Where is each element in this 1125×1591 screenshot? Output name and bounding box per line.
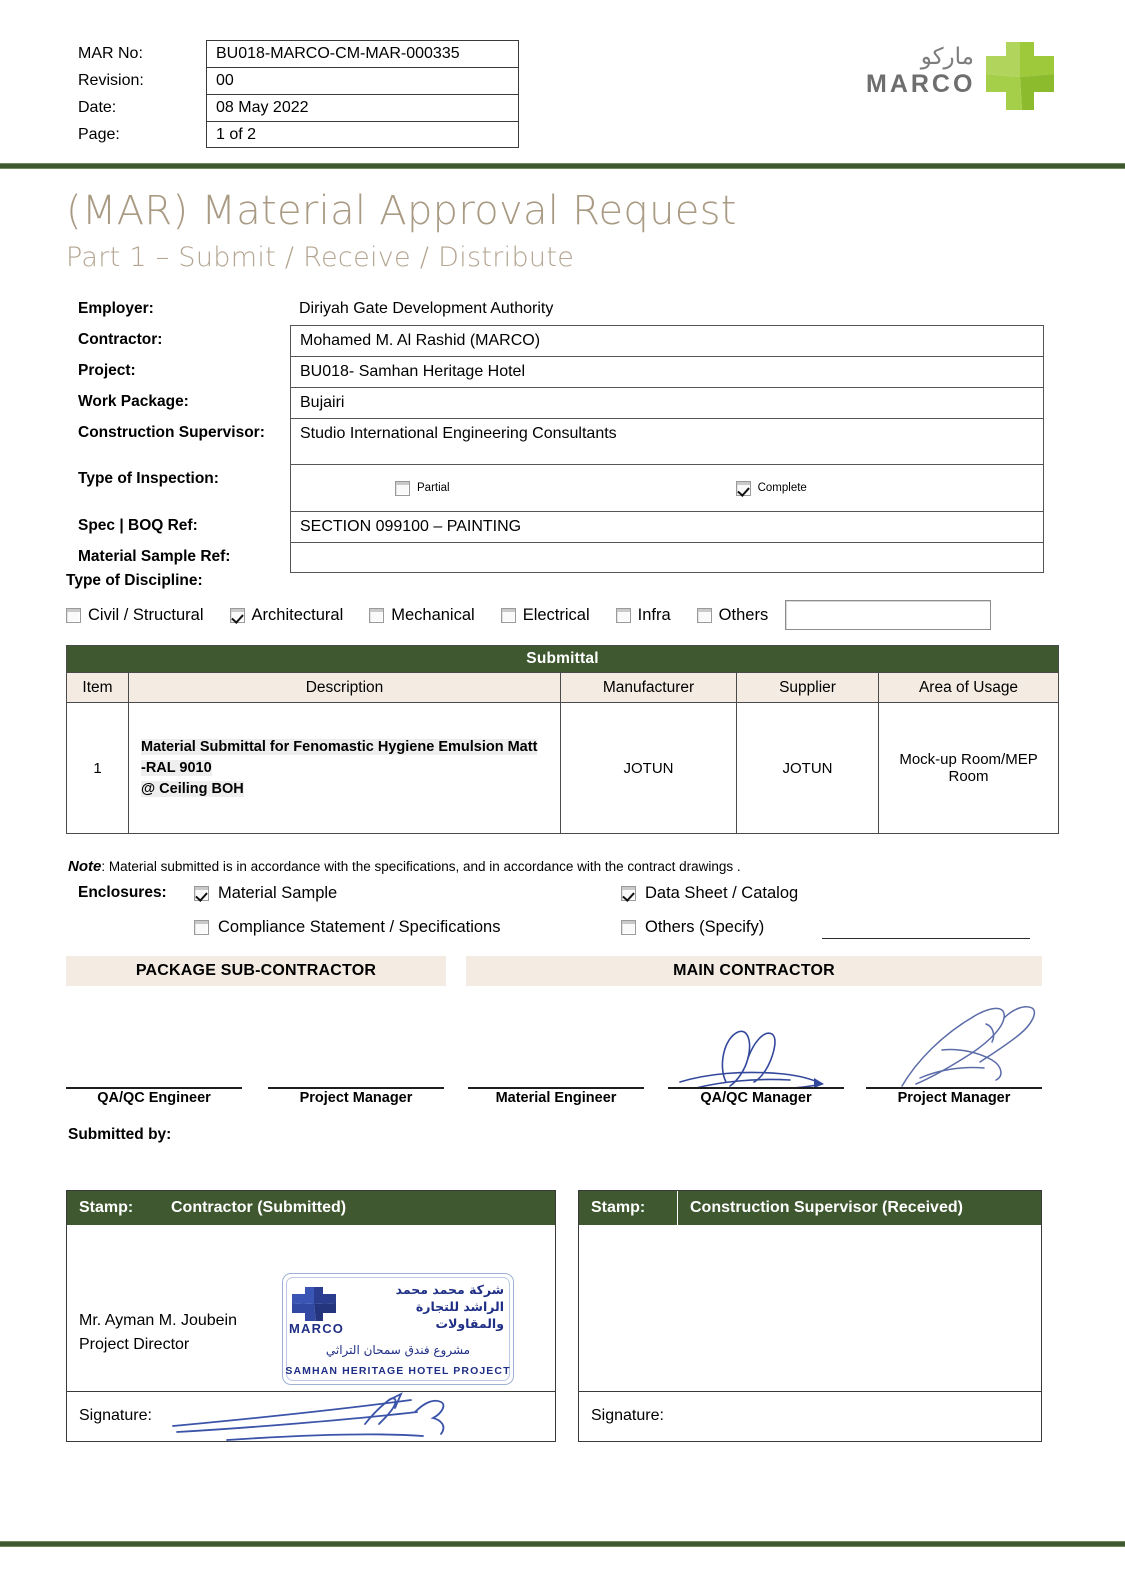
stamp-label-contractor: Stamp:: [79, 1199, 134, 1216]
submittal-band-row: [67, 646, 1059, 673]
signature-line-material-engineer: [468, 1087, 644, 1089]
info-row-contractor: [78, 325, 1044, 356]
signature-caption-project-manager-main: Project Manager: [897, 1090, 1011, 1106]
info-label-project: Project:: [78, 362, 136, 379]
discipline-label-others: Others: [718, 605, 769, 624]
stamp-header-contractor: [67, 1191, 555, 1225]
seal-arabic-line-2: والمقاولات: [435, 1316, 504, 1331]
signature-caption-qaqc-manager: QA/QC Manager: [700, 1090, 812, 1106]
signature-ink-project-manager: [886, 1000, 1058, 1092]
column-header-supplier: Supplier: [737, 673, 879, 703]
note-prefix: Note: [68, 858, 102, 875]
header-label-page: Page:: [78, 126, 120, 143]
stamp-box-contractor: [66, 1190, 556, 1442]
stamp-signature-label-contractor: Signature:: [79, 1407, 152, 1424]
inspection-partial-label: Partial: [417, 482, 450, 494]
marco-logo-latin: MARCO: [866, 70, 976, 98]
info-label-employer: Employer:: [78, 300, 154, 317]
signature-caption-material-engineer: Material Engineer: [495, 1090, 617, 1106]
header-label-mar-no: MAR No:: [78, 45, 143, 62]
description-line-1: Material Submittal for Fenomastic Hygiene Emulsion Matt: [141, 738, 538, 755]
info-value-contractor: Mohamed M. Al Rashid (MARCO): [290, 325, 1044, 356]
footer-divider-rule: [0, 1541, 1125, 1547]
checkbox-mechanical-icon[interactable]: [369, 608, 384, 623]
column-header-area-of-usage: Area of Usage: [879, 673, 1059, 703]
header-row-date: [78, 94, 519, 121]
discipline-label-architectural: Architectural: [251, 605, 344, 624]
seal-marco-latin: MARCO: [289, 1321, 345, 1336]
enclosures-label: Enclosures:: [78, 884, 167, 901]
marco-pinwheel-icon: [984, 40, 1056, 119]
seal-arabic-project: مشروع فندق سمحان التراثي: [325, 1343, 471, 1357]
info-value-type-of-inspection: [290, 464, 1044, 511]
discipline-option-electrical[interactable]: [501, 606, 590, 625]
page-subtitle: Part 1 – Submit / Receive / Distribute: [66, 242, 575, 273]
info-value-employer: Diriyah Gate Development Authority: [299, 300, 554, 317]
seal-latin-project: SAMHAN HERITAGE HOTEL PROJECT: [285, 1365, 511, 1377]
checkbox-others-icon[interactable]: [697, 608, 712, 623]
discipline-option-mechanical[interactable]: [369, 606, 474, 625]
discipline-title: Type of Discipline:: [66, 572, 203, 589]
info-row-work-package: [78, 387, 1044, 418]
project-info-table: [78, 294, 1044, 573]
table-row: [67, 703, 1059, 834]
discipline-option-infra[interactable]: [616, 606, 671, 625]
header-value-page: 1 of 2: [206, 121, 519, 148]
checkbox-partial-icon[interactable]: [395, 481, 410, 496]
stamp-title-construction-supervisor: Construction Supervisor (Received): [677, 1191, 963, 1225]
discipline-options: [66, 600, 1036, 630]
info-label-contractor: Contractor:: [78, 331, 163, 348]
header-label-revision: Revision:: [78, 72, 144, 89]
discipline-option-others[interactable]: [697, 606, 769, 625]
info-label-material-sample-ref: Material Sample Ref:: [78, 548, 231, 565]
signature-line-project-manager-main: [866, 1087, 1042, 1089]
signature-line-qaqc-engineer: [66, 1087, 242, 1089]
column-header-description: Description: [129, 673, 561, 703]
checkbox-material-sample-icon[interactable]: [194, 886, 209, 901]
stamp-body-contractor: [67, 1225, 555, 1391]
signature-caption-project-manager-sub: Project Manager: [299, 1090, 413, 1106]
info-value-construction-supervisor: Studio International Engineering Consultants: [290, 418, 1044, 464]
description-line-3: @ Ceiling BOH: [141, 780, 244, 797]
info-value-project: BU018- Samhan Heritage Hotel: [290, 356, 1044, 387]
stamp-box-construction-supervisor: [578, 1190, 1042, 1442]
checkbox-civil-structural-icon[interactable]: [66, 608, 81, 623]
marco-company-seal: [282, 1273, 514, 1385]
info-value-spec-boq: SECTION 099100 – PAINTING: [290, 511, 1044, 542]
signature-ink-qaqc-manager: [672, 1008, 844, 1092]
info-label-spec-boq: Spec | BOQ Ref:: [78, 517, 198, 534]
enclosure-option-data-sheet[interactable]: [621, 884, 798, 903]
enclosure-label-data-sheet: Data Sheet / Catalog: [645, 884, 799, 902]
signature-line-qaqc-manager: [668, 1087, 844, 1089]
inspection-option-complete[interactable]: [736, 477, 807, 499]
info-row-construction-supervisor: [78, 418, 1044, 464]
description-line-2: -RAL 9010: [141, 759, 212, 776]
cell-item: 1: [67, 703, 129, 834]
stamp-person-role: Project Director: [79, 1336, 190, 1353]
info-value-material-sample-ref: [290, 542, 1044, 573]
inspection-option-partial[interactable]: [395, 477, 450, 499]
discipline-label-mechanical: Mechanical: [391, 605, 475, 624]
enclosure-option-material-sample[interactable]: [194, 884, 337, 903]
info-row-project: [78, 356, 1044, 387]
cell-description: [129, 703, 561, 834]
page-title: (MAR) Material Approval Request: [66, 188, 737, 234]
enclosure-label-material-sample: Material Sample: [218, 884, 338, 902]
stamp-header-construction-supervisor: [579, 1191, 1041, 1225]
info-label-construction-supervisor: Construction Supervisor:: [78, 424, 265, 441]
submitted-by-label: Submitted by:: [68, 1126, 172, 1143]
submittal-band-title: Submittal: [67, 646, 1059, 673]
stamp-body-construction-supervisor: [579, 1225, 1041, 1391]
marco-logo: [866, 40, 1056, 118]
header-divider-rule: [0, 163, 1125, 169]
cell-manufacturer: JOTUN: [561, 703, 737, 834]
info-label-work-package: Work Package:: [78, 393, 189, 410]
info-row-employer: [78, 294, 1044, 325]
checkbox-architectural-icon[interactable]: [230, 608, 245, 623]
discipline-option-civil-structural[interactable]: [66, 606, 204, 625]
signature-caption-qaqc-engineer: QA/QC Engineer: [97, 1090, 211, 1106]
checkbox-data-sheet-icon[interactable]: [621, 886, 636, 901]
note-text: [68, 858, 741, 875]
signature-ink-project-director: [167, 1386, 517, 1444]
checkbox-enclosure-others-icon[interactable]: [621, 920, 636, 935]
document-header-table: [78, 40, 519, 148]
seal-arabic-line-1: شركة محمد محمد الراشد للتجارة: [395, 1282, 504, 1314]
discipline-label-electrical: Electrical: [522, 605, 590, 624]
cell-supplier: JOTUN: [737, 703, 879, 834]
info-value-work-package: Bujairi: [290, 387, 1044, 418]
marco-logo-arabic: ماركو: [920, 44, 974, 70]
header-row-page: [78, 121, 519, 148]
package-sub-contractor-band: PACKAGE SUB-CONTRACTOR: [66, 956, 446, 986]
info-row-type-of-inspection: [78, 464, 1044, 511]
header-row-revision: [78, 67, 519, 94]
stamp-label-construction-supervisor: Stamp:: [591, 1199, 646, 1216]
info-label-type-of-inspection: Type of Inspection:: [78, 470, 219, 487]
enclosure-option-compliance-statement[interactable]: [194, 918, 500, 937]
checkbox-electrical-icon[interactable]: [501, 608, 516, 623]
marco-logo-text: [866, 44, 974, 98]
stamp-signature-row-construction-supervisor: [579, 1391, 1041, 1440]
stamp-title-contractor: Contractor (Submitted): [171, 1199, 347, 1216]
enclosure-label-others: Others (Specify): [645, 918, 765, 936]
cell-area-of-usage: Mock-up Room/MEP Room: [879, 703, 1059, 834]
header-label-date: Date:: [78, 99, 117, 116]
main-contractor-band: MAIN CONTRACTOR: [466, 956, 1042, 986]
checkbox-complete-icon[interactable]: [736, 481, 751, 496]
stamp-person-name: Mr. Ayman M. Joubein: [79, 1312, 237, 1329]
enclosure-option-others[interactable]: [621, 918, 764, 937]
discipline-others-input[interactable]: [785, 600, 991, 630]
header-row-mar-no: [78, 40, 519, 67]
discipline-option-architectural[interactable]: [230, 606, 344, 625]
stamp-signature-row-contractor: [67, 1391, 555, 1440]
stamp-signature-label-construction-supervisor: Signature:: [591, 1407, 664, 1424]
checkbox-infra-icon[interactable]: [616, 608, 631, 623]
discipline-label-civil-structural: Civil / Structural: [88, 605, 204, 624]
info-row-material-sample-ref: [78, 542, 1044, 573]
inspection-complete-label: Complete: [757, 482, 807, 494]
header-value-mar-no: BU018-MARCO-CM-MAR-000335: [206, 40, 519, 67]
submittal-header-row: [67, 673, 1059, 703]
enclosure-label-compliance-statement: Compliance Statement / Specifications: [218, 918, 501, 936]
column-header-manufacturer: Manufacturer: [561, 673, 737, 703]
header-value-revision: 00: [206, 67, 519, 94]
submittal-table: [66, 645, 1059, 834]
discipline-label-infra: Infra: [637, 605, 671, 624]
header-value-date: 08 May 2022: [206, 94, 519, 121]
signature-line-project-manager-sub: [268, 1087, 444, 1089]
seal-arabic-company-name: [352, 1281, 504, 1332]
checkbox-compliance-statement-icon[interactable]: [194, 920, 209, 935]
enclosures-others-write-in-line[interactable]: [822, 938, 1030, 939]
stamp-person-contractor: [79, 1309, 237, 1357]
note-body: : Material submitted is in accordance with the specifications, and in accordance with the contract drawings .: [101, 859, 741, 874]
column-header-item: Item: [67, 673, 129, 703]
info-row-spec-boq: [78, 511, 1044, 542]
